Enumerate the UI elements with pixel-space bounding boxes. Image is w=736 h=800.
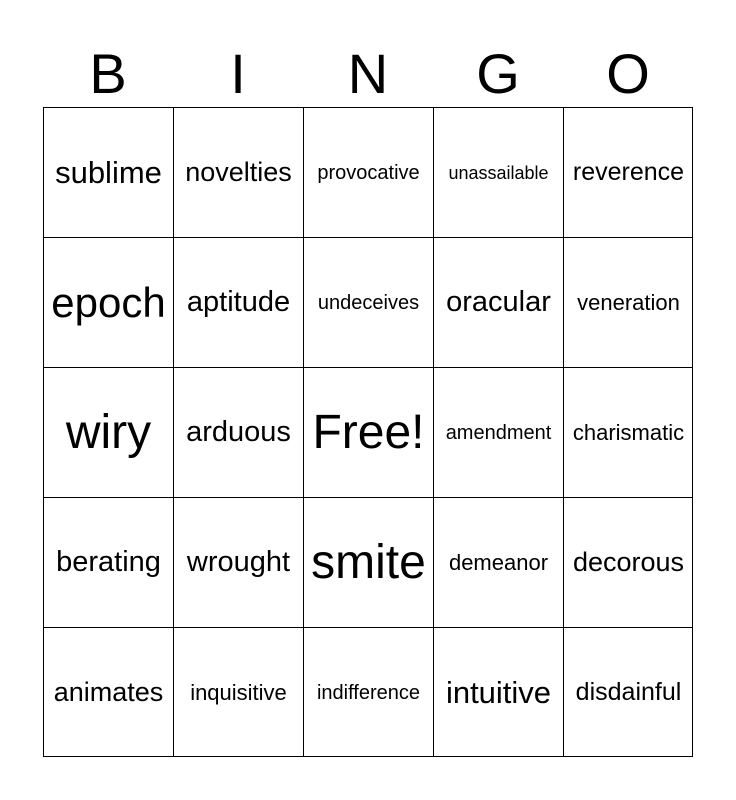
bingo-cell: intuitive: [433, 627, 563, 757]
header-letter-n: N: [347, 42, 389, 105]
bingo-header: [43, 40, 693, 108]
bingo-cell: epoch: [43, 237, 173, 367]
bingo-cell: reverence: [563, 107, 693, 237]
bingo-cell: veneration: [563, 237, 693, 367]
bingo-cell: wrought: [173, 497, 303, 627]
bingo-cell: disdainful: [563, 627, 693, 757]
bingo-cell: wiry: [43, 367, 173, 497]
header-letter-i: I: [230, 42, 246, 105]
bingo-cell: inquisitive: [173, 627, 303, 757]
bingo-board: [43, 107, 693, 757]
bingo-cell: arduous: [173, 367, 303, 497]
bingo-cell: unassailable: [433, 107, 563, 237]
bingo-cell: novelties: [173, 107, 303, 237]
bingo-cell: decorous: [563, 497, 693, 627]
header-letter-g: G: [476, 42, 520, 105]
bingo-cell: demeanor: [433, 497, 563, 627]
header-letter-o: O: [606, 42, 650, 105]
bingo-cell: animates: [43, 627, 173, 757]
bingo-cell: undeceives: [303, 237, 433, 367]
bingo-cell: smite: [303, 497, 433, 627]
bingo-cell: indifference: [303, 627, 433, 757]
bingo-cell: provocative: [303, 107, 433, 237]
bingo-cell: berating: [43, 497, 173, 627]
bingo-cell: amendment: [433, 367, 563, 497]
bingo-cell: charismatic: [563, 367, 693, 497]
bingo-cell: oracular: [433, 237, 563, 367]
header-letter-b: B: [89, 42, 127, 105]
bingo-cell: aptitude: [173, 237, 303, 367]
bingo-cell: sublime: [43, 107, 173, 237]
bingo-cell-free: Free!: [303, 367, 433, 497]
